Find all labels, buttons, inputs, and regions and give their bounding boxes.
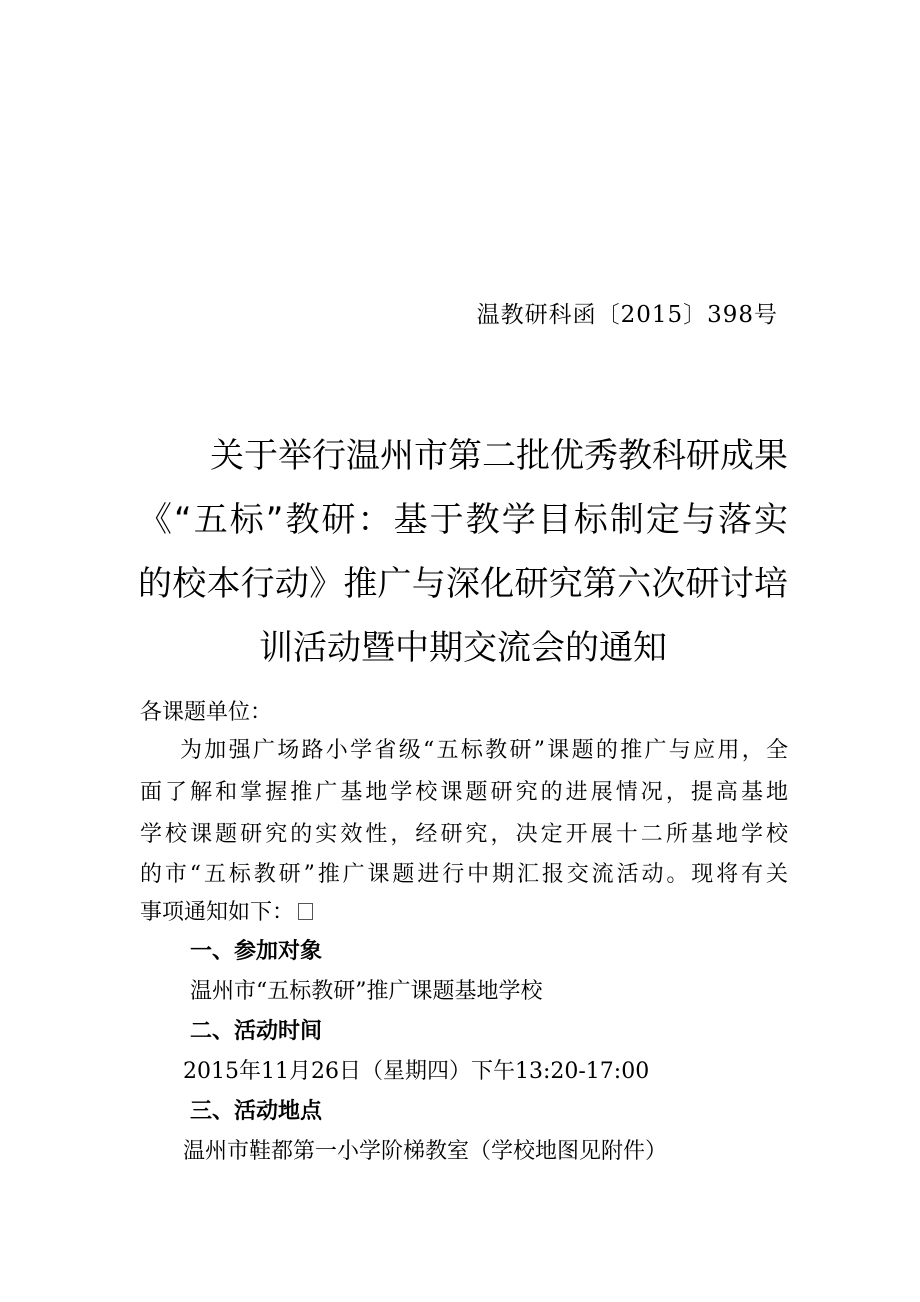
section-content-participants: 温州市“五标教研”推广课题基地学校 [190,979,543,1004]
section-content-location: 温州市鞋都第一小学阶梯教室（学校地图见附件） [183,1139,668,1164]
document-number: 温教研科函〔2015〕398号 [476,302,778,328]
salutation: 各课题单位： [140,700,273,725]
section-heading-participants: 一、参加对象 [190,939,323,964]
body-line-5 [140,898,788,928]
body-line-1: 为加强广场路小学省级“五标教研”课题的推广与应用，全 [180,738,788,763]
title-line-3: 的校本行动》推广与深化研究第六次研讨培 [138,564,788,604]
body-line-5-text: 事项通知如下： [140,900,295,925]
section-content-time: 2015年11月26日（星期四）下午13:20-17:00 [183,1059,650,1084]
body-line-4: 的市“五标教研”推广课题进行中期汇报交流活动。现将有关 [140,862,788,887]
section-heading-time: 二、活动时间 [190,1019,323,1044]
section-heading-location: 三、活动地点 [190,1099,323,1124]
placeholder-box-icon [298,903,313,920]
title-line-2: 《“五标”教研：基于教学目标制定与落实 [138,500,788,540]
body-line-3: 学校课题研究的实效性，经研究，决定开展十二所基地学校 [140,822,788,847]
title-line-1: 关于举行温州市第二批优秀教科研成果 [210,436,788,476]
body-line-2: 面了解和掌握推广基地学校课题研究的进展情况，提高基地 [140,780,788,805]
title-line-4: 训活动暨中期交流会的通知 [259,628,667,668]
